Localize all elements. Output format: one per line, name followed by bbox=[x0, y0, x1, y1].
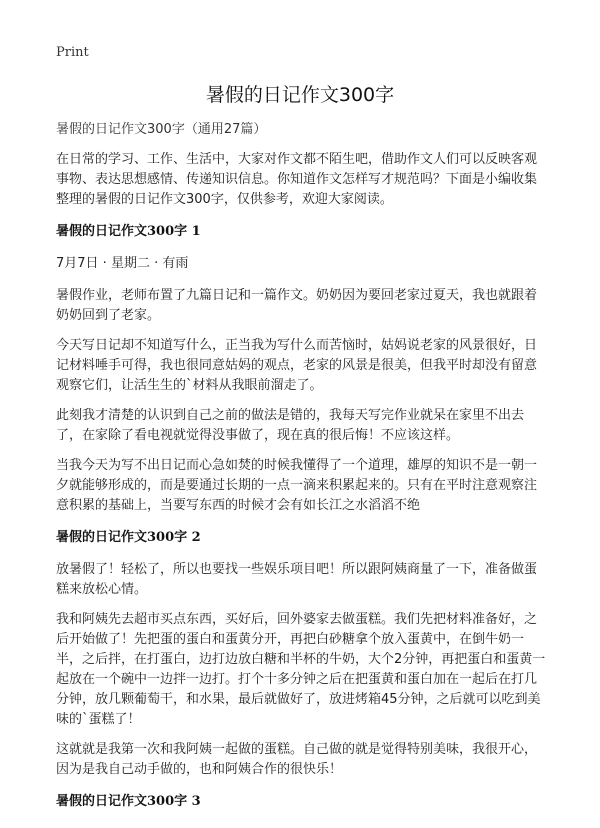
section-2-paragraph-1: 放暑假了！轻松了，所以也要找一些娱乐项目吧！所以跟阿姨商量了一下，准备做蛋糕来放松心情。 bbox=[56, 562, 538, 597]
section-1-paragraph-4: 当我今天为写不出日记而心急如焚的时候我懂得了一个道理，雄厚的知识不是一朝一夕就能够形成的，而是要通过长期的一点一滴来积累起来的。只有在平时注意观察注意积累的基础上，当要写东西的时候才会有如长江之水滔滔不绝 bbox=[56, 458, 538, 513]
section-heading-3: 暑假的日记作文300字 3 bbox=[56, 794, 201, 809]
section-2-paragraph-3: 这就就是我第一次和我阿姨一起做的蛋糕。自己做的就是觉得特别美味，我很开心，因为是我自己动手做的，也和阿姨合作的很快乐！ bbox=[56, 742, 538, 777]
diary-date: 7月7日 · 星期二 · 有雨 bbox=[56, 256, 189, 271]
article-body bbox=[56, 120, 546, 824]
intro-paragraph: 在日常的学习、工作、生活中，大家对作文都不陌生吧，借助作文人们可以反映客观事物、表达思想感情、传递知识信息。你知道作文怎样写才规范吗？下面是小编收集整理的暑假的日记作文300字，仅供参考，欢迎大家阅读。 bbox=[56, 152, 538, 207]
section-heading-1: 暑假的日记作文300字 1 bbox=[56, 224, 201, 239]
section-1-paragraph-3: 此刻我才清楚的认识到自己之前的做法是错的，我每天写完作业就呆在家里不出去了，在家除了看电视就觉得没事做了，现在真的很后悔！不应该这样。 bbox=[56, 408, 525, 443]
print-link[interactable]: Print bbox=[56, 45, 89, 60]
section-2-paragraph-2: 我和阿姨先去超市买点东西，买好后，回外婆家去做蛋糕。我们先把材料准备好，之后开始做了！先把蛋的蛋白和蛋黄分开，再把白砂糖拿个放入蛋黄中，在倒牛奶一半，之后拌，在打蛋白，边打边放白糖和半杯的牛奶，大个2分钟，再把蛋白和蛋黄一起放在一个碗中一边拌一边打。打个十多分钟之后在把蛋黄和蛋白加在一起后在打几分钟，放几颗葡萄干，和水果，最后就做好了，放进烤箱45分钟，之后就可以吃到美味的`蛋糕了！ bbox=[56, 612, 546, 727]
section-1-paragraph-2: 今天写日记却不知道写什么，正当我为写什么而苦恼时，姑妈说老家的风景很好，日记材料唾手可得，我也很同意姑妈的观点，老家的风景是很美，但我平时却没有留意观察它们，让活生生的`材料从我眼前溜走了。 bbox=[56, 338, 538, 393]
article-subtitle: 暑假的日记作文300字（通用27篇） bbox=[56, 122, 267, 137]
page-title: 暑假的日记作文300字 bbox=[205, 84, 395, 106]
section-1-paragraph-1: 暑假作业，老师布置了九篇日记和一篇作文。奶奶因为要回老家过夏天，我也就跟着奶奶回到了老家。 bbox=[56, 288, 538, 323]
section-heading-2: 暑假的日记作文300字 2 bbox=[56, 530, 201, 545]
